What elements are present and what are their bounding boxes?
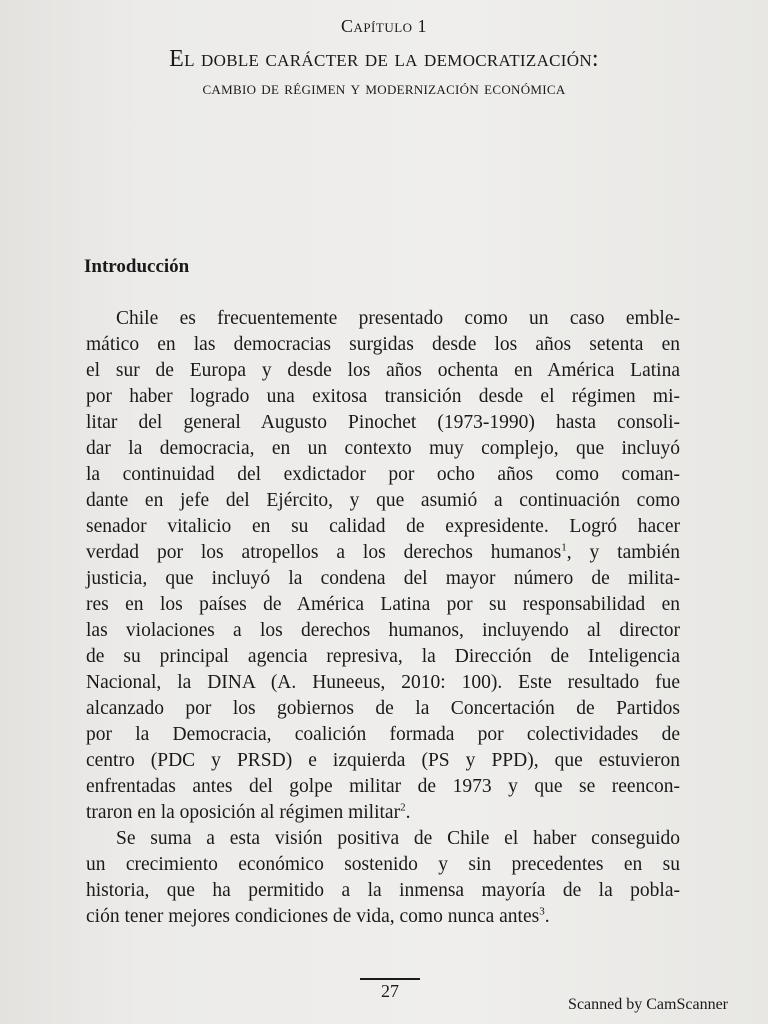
text-line: historia, que ha permitido a la inmensa mayoría de la pobla- xyxy=(86,880,680,901)
chapter-label: Capítulo 1 xyxy=(340,16,428,36)
text-line: de su principal agencia represiva, la Dirección de Inteligencia xyxy=(86,646,680,667)
text-fragment: . xyxy=(544,906,550,927)
footnote-ref-2: 2 xyxy=(400,801,406,814)
text-line: mático en las democracias surgidas desde los años setenta en xyxy=(86,334,680,355)
footnote-ref-3: 3 xyxy=(539,905,545,918)
page-number: 27 xyxy=(360,978,420,1000)
text-line: dar la democracia, en un contexto muy complejo, que incluyó xyxy=(86,438,680,459)
text-line: Chile es frecuentemente presentado como un caso emble- xyxy=(116,308,680,329)
text-line xyxy=(86,540,680,566)
paragraph-1 xyxy=(86,306,680,826)
text-line: senador vitalicio en su calidad de expresidente. Logró hacer xyxy=(86,516,680,537)
scanner-watermark: Scanned by CamScanner xyxy=(568,996,728,1013)
text-line: por haber logrado una exitosa transición desde el régimen mi- xyxy=(86,386,680,407)
text-fragment: traron en la oposición al régimen militar xyxy=(86,802,401,823)
text-line: las violaciones a los derechos humanos, incluyendo al director xyxy=(86,620,680,641)
text-line: enfrentadas antes del golpe militar de 1973 y que se reencon- xyxy=(86,776,680,797)
text-line: dante en jefe del Ejército, y que asumió a continuación como xyxy=(86,490,680,511)
text-line: la continuidad del exdictador por ocho años como coman- xyxy=(86,464,680,485)
chapter-title xyxy=(70,44,698,104)
chapter-title-line-2: cambio de régimen y modernización económica xyxy=(202,78,566,99)
paragraph-2 xyxy=(86,826,680,930)
section-heading: Introducción xyxy=(84,256,190,277)
text-line: centro (PDC y PRSD) e izquierda (PS y PPD), que estuvieron xyxy=(86,750,680,771)
text-fragment: ción tener mejores condiciones de vida, como nunca antes xyxy=(86,906,540,927)
text-line: alcanzado por los gobiernos de la Concertación de Partidos xyxy=(86,698,680,719)
text-line xyxy=(86,904,680,930)
text-line: el sur de Europa y desde los años ochenta en América Latina xyxy=(86,360,680,381)
text-line: litar del general Augusto Pinochet (1973-1990) hasta consoli- xyxy=(86,412,680,433)
text-fragment: , y también xyxy=(566,542,680,563)
text-fragment: . xyxy=(405,802,411,823)
text-line: Se suma a esta visión positiva de Chile el haber conseguido xyxy=(116,828,680,849)
text-line: res en los países de América Latina por su responsabilidad en xyxy=(86,594,680,615)
text-fragment: verdad por los atropellos a los derechos humanos xyxy=(86,542,562,563)
text-line: justicia, que incluyó la condena del mayor número de milita- xyxy=(86,568,680,589)
text-line: Nacional, la DINA (A. Huneeus, 2010: 100). Este resultado fue xyxy=(86,672,680,693)
body-text xyxy=(86,306,680,930)
text-line xyxy=(86,800,680,826)
text-line: un crecimiento económico sostenido y sin precedentes en su xyxy=(86,854,680,875)
footnote-ref-1: 1 xyxy=(561,541,567,554)
text-line: por la Democracia, coalición formada por colectividades de xyxy=(86,724,680,745)
chapter-title-line-1: El doble carácter de la democratización: xyxy=(169,46,599,72)
